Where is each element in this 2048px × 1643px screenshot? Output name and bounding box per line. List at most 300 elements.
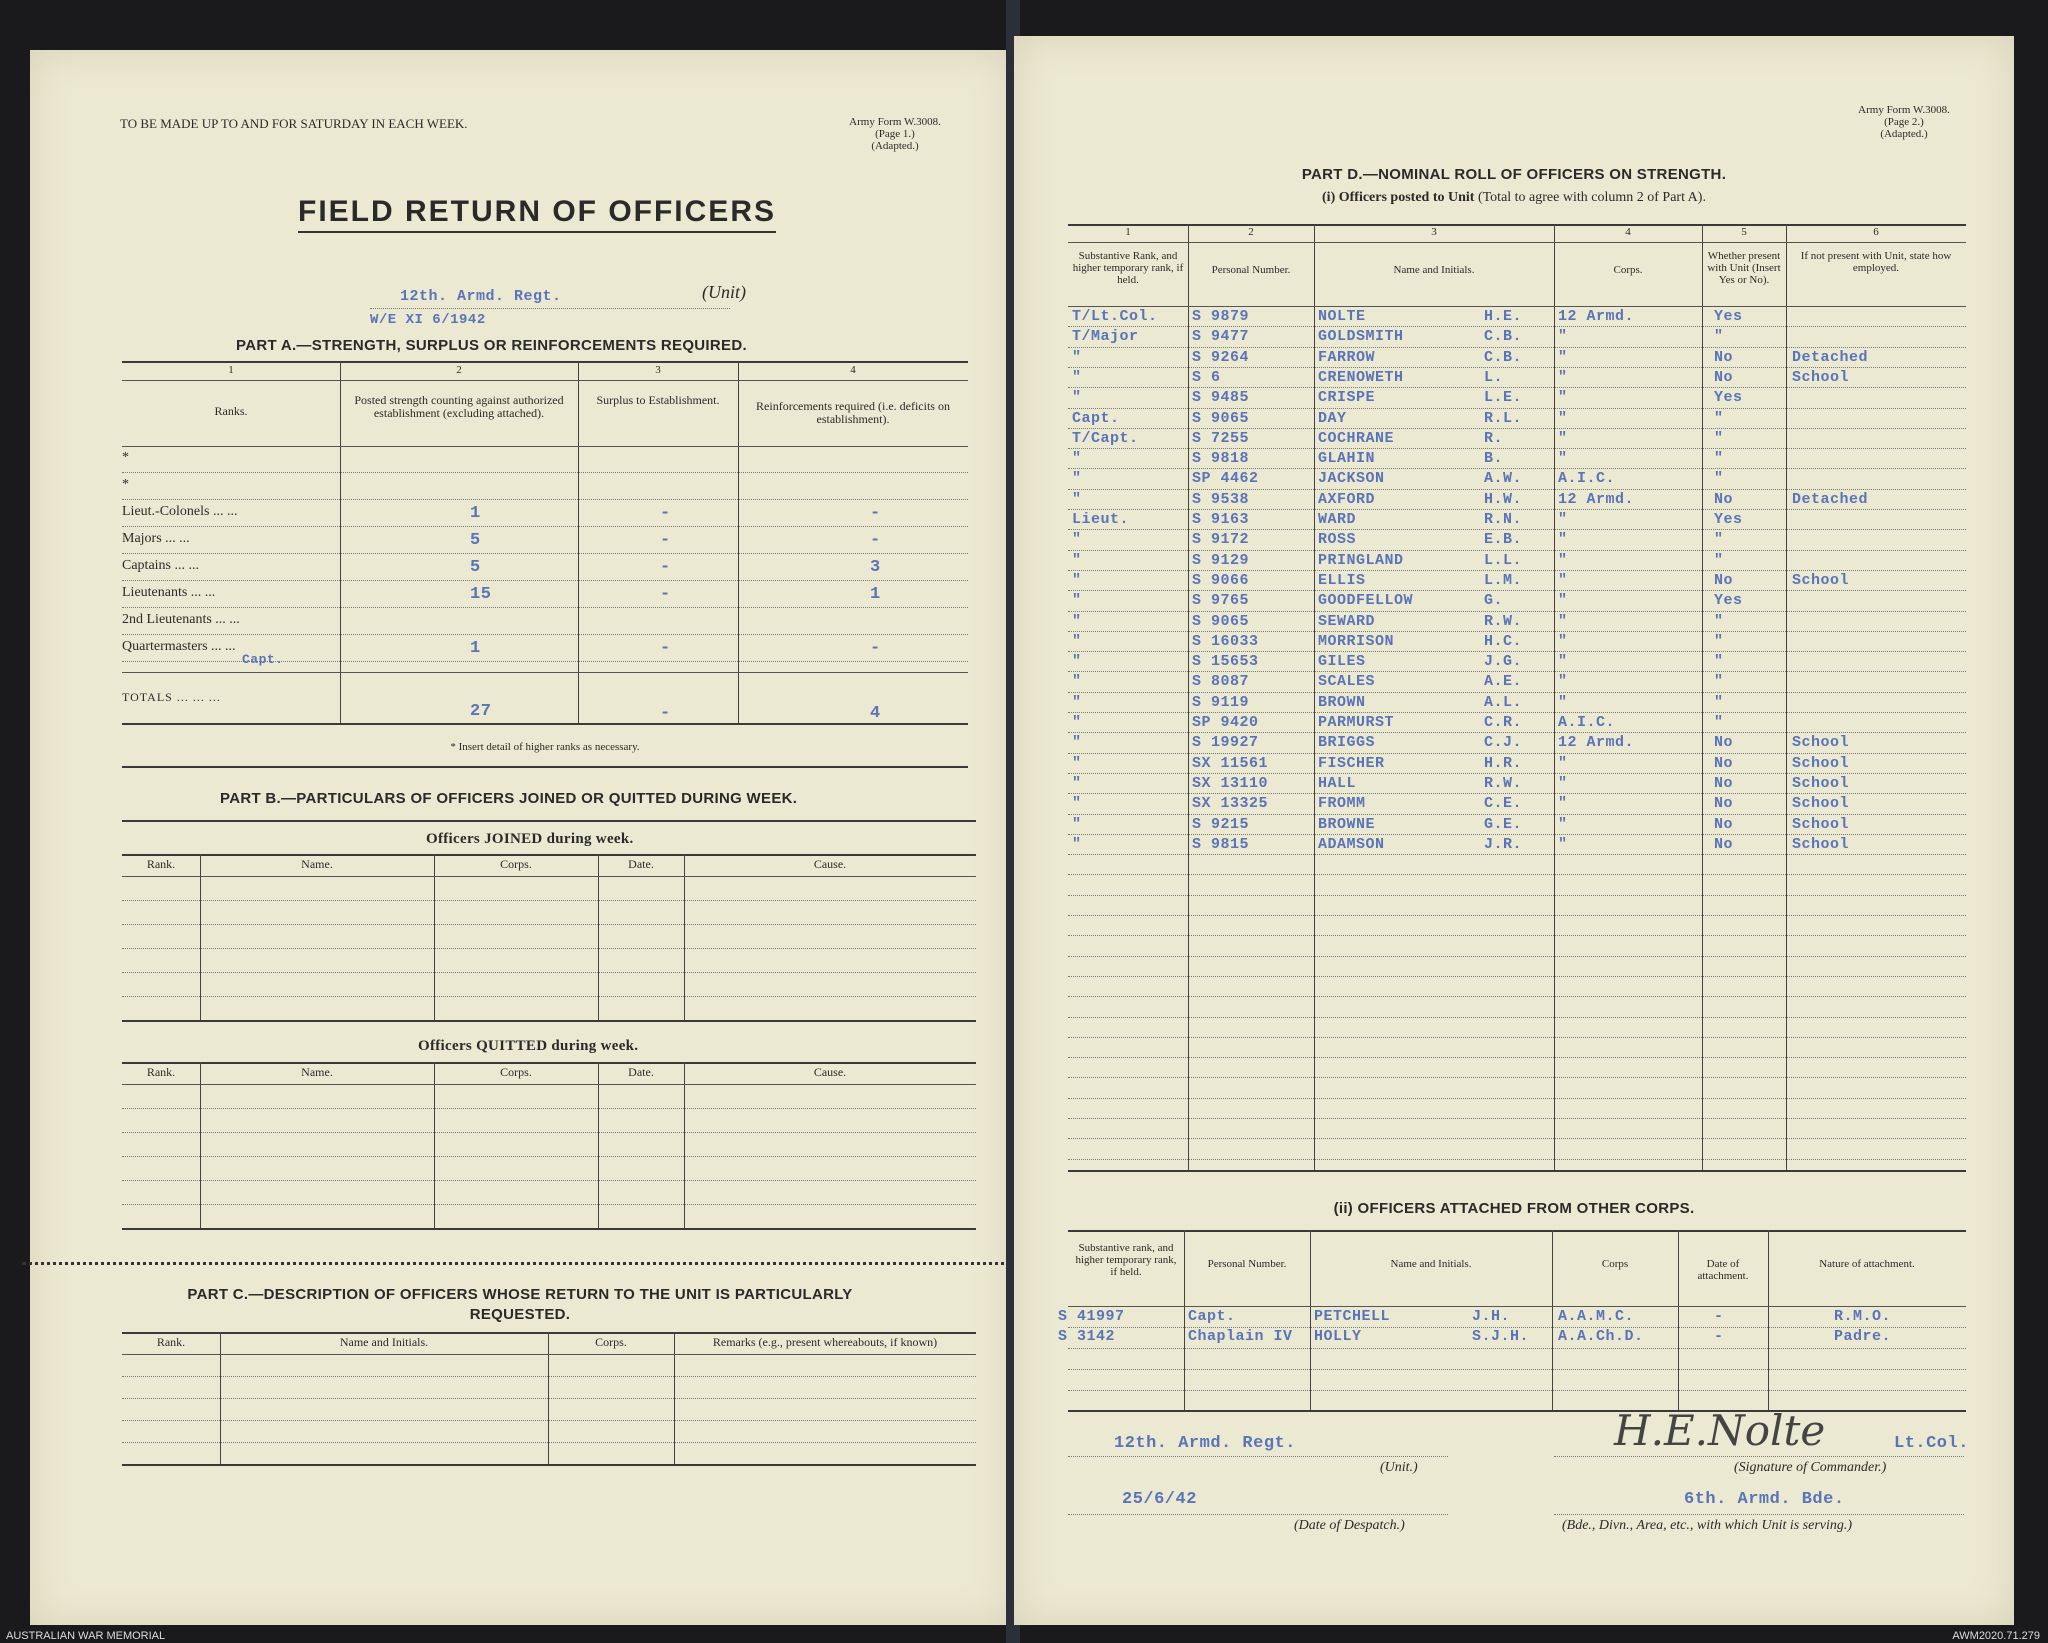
attached-nature: Padre. (1834, 1328, 1892, 1345)
attached-colhead: Corps (1601, 1258, 1629, 1270)
roll-row-rule (1068, 956, 1966, 957)
table-row-rule (122, 1398, 976, 1399)
attached-corps: A.A.M.C. (1558, 1308, 1635, 1325)
roll-rank: " (1072, 774, 1082, 792)
roll-present: No (1714, 815, 1734, 833)
partA-posted: 5 (470, 531, 481, 550)
form-id-right (1824, 104, 1984, 140)
roll-employment: School (1792, 571, 1850, 589)
totals-label: TOTALS ... ... ... (122, 690, 221, 704)
roll-present: Yes (1714, 592, 1743, 610)
table-col-head: Rank. (156, 1335, 186, 1349)
table-bottom-rule (122, 1020, 976, 1022)
roll-number: S 15653 (1192, 653, 1259, 671)
roll-initials: C.B. (1484, 348, 1523, 366)
roll-employment: Detached (1792, 348, 1869, 366)
partD-colnum: 2 (1248, 226, 1254, 238)
roll-rank: " (1072, 734, 1082, 752)
table-row-rule (122, 900, 976, 901)
roll-initials: C.J. (1484, 734, 1523, 752)
partD-colnum: 4 (1625, 226, 1631, 238)
right-page (1014, 36, 2014, 1625)
roll-name: AXFORD (1318, 490, 1376, 508)
partA-head-surplus: Surplus to Establishment. (596, 393, 720, 407)
roll-present: " (1714, 328, 1724, 346)
roll-row-rule (1068, 1098, 1966, 1099)
attached-colhead: Name and Initials. (1390, 1258, 1472, 1270)
roll-row-rule (1068, 753, 1966, 754)
unit-label: (Unit) (702, 282, 746, 302)
roll-rank: " (1072, 551, 1082, 569)
partD-title: PART D.—NOMINAL ROLL OF OFFICERS ON STRENGTH. (1301, 166, 1727, 183)
roll-number: S 9129 (1192, 551, 1250, 569)
roll-corps: " (1558, 368, 1568, 386)
partD-sub-rest: (Total to agree with column 2 of Part A). (1477, 190, 1706, 205)
attached-col-rule (1552, 1230, 1553, 1410)
roll-rank: " (1072, 714, 1082, 731)
table-head-rule (122, 1354, 976, 1355)
partD-colnum: 5 (1741, 226, 1747, 238)
roll-corps: " (1558, 673, 1568, 691)
partD-colhead: Whether present with Unit (Insert Yes or No). (1707, 250, 1781, 286)
table-row-rule (122, 1108, 976, 1109)
roll-employment: School (1792, 835, 1850, 853)
footer-right: AWM2020.71.279 (1952, 1630, 2040, 1642)
table-col-head: Cause. (813, 857, 847, 871)
roll-rank: " (1072, 470, 1082, 488)
roll-rank: Capt. (1072, 409, 1120, 427)
table-head-rule (122, 1084, 976, 1085)
roll-rank: " (1072, 389, 1082, 407)
roll-rank: " (1072, 592, 1082, 610)
partA-row-rule (122, 607, 968, 608)
roll-row-rule (1068, 489, 1966, 490)
roll-present: No (1714, 348, 1734, 366)
attached-number: S 3142 (1058, 1328, 1116, 1345)
roll-employment: School (1792, 795, 1850, 813)
roll-number: S 9215 (1192, 815, 1250, 833)
footer-left: AUSTRALIAN WAR MEMORIAL (6, 1630, 166, 1642)
roll-name: GLAHIN (1318, 450, 1376, 468)
table-row-rule (122, 1420, 976, 1421)
partA-row-rule (122, 472, 968, 473)
table-row-rule (122, 948, 976, 949)
roll-number: S 16033 (1192, 632, 1259, 650)
roll-initials: A.L. (1484, 693, 1523, 711)
roll-present: No (1714, 835, 1734, 853)
roll-corps: " (1558, 450, 1568, 468)
roll-row-rule (1068, 509, 1966, 510)
roll-row-rule (1068, 671, 1966, 672)
roll-row-rule (1068, 367, 1966, 368)
quitted-title: Officers QUITTED during week. (418, 1038, 639, 1054)
roll-name: BROWN (1318, 693, 1366, 711)
roll-name: GOODFELLOW (1318, 592, 1414, 610)
roll-present: No (1714, 734, 1734, 752)
left-page (30, 50, 1012, 1625)
partA-colnum-1: 1 (228, 364, 234, 376)
roll-rank: " (1072, 653, 1082, 671)
roll-number: S 6 (1192, 368, 1221, 386)
table-head-rule (122, 876, 976, 877)
roll-present: No (1714, 754, 1734, 772)
roll-corps: " (1558, 409, 1568, 427)
partA-row-rule (122, 499, 968, 500)
joined-title: Officers JOINED during week. (426, 831, 634, 847)
roll-rank: " (1072, 612, 1082, 630)
roll-present: No (1714, 774, 1734, 792)
partA-row-rule (122, 580, 968, 581)
roll-corps: 12 Armd. (1558, 490, 1635, 508)
roll-row-rule (1068, 915, 1966, 916)
roll-initials: C.B. (1484, 328, 1523, 346)
table-row-rule (122, 972, 976, 973)
partD-colhead: Corps. (1613, 264, 1643, 276)
roll-row-rule (1068, 793, 1966, 794)
roll-row-rule (1068, 570, 1966, 571)
roll-corps: 12 Armd. (1558, 734, 1635, 752)
partA-posted: 1 (470, 504, 481, 523)
roll-name: WARD (1318, 511, 1357, 528)
roll-row-rule (1068, 611, 1966, 612)
partA-row-rule (122, 553, 968, 554)
roll-corps: " (1558, 754, 1568, 772)
roll-row-rule (1068, 1118, 1966, 1119)
roll-name: ROSS (1318, 531, 1357, 549)
partA-reinf: 1 (870, 585, 881, 604)
roll-employment: Detached (1792, 490, 1869, 508)
partA-surplus: - (660, 504, 671, 523)
roll-number: S 9065 (1192, 612, 1250, 630)
partD-col-rule (1314, 224, 1315, 1170)
table-row-rule (122, 924, 976, 925)
roll-name: CRENOWETH (1318, 368, 1404, 386)
roll-initials: C.R. (1484, 714, 1523, 731)
unit-sub: W/E XI 6/1942 (370, 312, 486, 328)
roll-present: " (1714, 653, 1724, 671)
roll-row-rule (1068, 468, 1966, 469)
roll-initials: B. (1484, 450, 1504, 468)
partA-rank: Lieutenants ... ... (122, 585, 216, 600)
totals-posted: 27 (470, 702, 492, 721)
attached-col-rule (1310, 1230, 1311, 1410)
table-row-rule (122, 1156, 976, 1157)
partA-row-rule (122, 526, 968, 527)
table-top-rule (122, 1062, 976, 1064)
partD-colnum: 1 (1125, 226, 1131, 238)
roll-present: Yes (1714, 308, 1743, 325)
roll-initials: L. (1484, 368, 1504, 386)
table-col-head: Rank. (146, 857, 176, 871)
roll-corps: " (1558, 632, 1568, 650)
partA-posted: 1 (470, 639, 481, 658)
roll-initials: H.W. (1484, 490, 1523, 508)
table-col-head: Remarks (e.g., present whereabouts, if known) (712, 1335, 938, 1349)
partA-rank: Captains ... ... (122, 558, 199, 573)
partD-colhead: Substantive Rank, and higher temporary rank, if held. (1072, 250, 1184, 286)
roll-corps: A.I.C. (1558, 470, 1616, 488)
attached-row-rule (1068, 1369, 1966, 1370)
roll-row-rule (1068, 834, 1966, 835)
roll-number: SP 4462 (1192, 470, 1259, 488)
roll-rank: " (1072, 531, 1082, 549)
roll-row-rule (1068, 1077, 1966, 1078)
partA-row-rule (122, 634, 968, 635)
attached-colhead: Nature of attachment. (1819, 1258, 1915, 1270)
attached-date: - (1714, 1328, 1724, 1345)
roll-number: S 9119 (1192, 693, 1250, 711)
roll-initials: A.W. (1484, 470, 1523, 488)
roll-rank: " (1072, 632, 1082, 650)
partD-col-rule (1786, 224, 1787, 1170)
roll-corps: " (1558, 348, 1568, 366)
roll-corps: A.I.C. (1558, 714, 1616, 731)
roll-initials: R. (1484, 429, 1504, 447)
roll-corps: " (1558, 774, 1568, 792)
roll-name: PRINGLAND (1318, 551, 1404, 569)
table-col-head: Rank. (146, 1065, 176, 1079)
roll-name: JACKSON (1318, 470, 1385, 488)
sig-label: (Signature of Commander.) (1734, 1460, 1887, 1475)
attached-name: HOLLY (1314, 1328, 1362, 1345)
roll-row-rule (1068, 651, 1966, 652)
roll-initials: R.W. (1484, 612, 1523, 630)
table-top-rule (122, 854, 976, 856)
roll-rank: " (1072, 368, 1082, 386)
roll-present: No (1714, 795, 1734, 813)
roll-initials: G. (1484, 592, 1504, 610)
roll-row-rule (1068, 996, 1966, 997)
roll-rank: " (1072, 450, 1082, 468)
roll-present: " (1714, 470, 1724, 488)
roll-present: No (1714, 368, 1734, 386)
roll-name: BROWNE (1318, 815, 1376, 833)
partA-head-posted: Posted strength counting against authorized establishment (excluding attached). (354, 393, 564, 420)
unit-value: 12th. Armd. Regt. (400, 288, 562, 305)
roll-rank: T/Lt.Col. (1072, 308, 1158, 325)
partA-rank: * (122, 477, 129, 492)
form-page-right-label: (Page 2.) (1884, 116, 1924, 128)
bde-value: 6th. Armd. Bde. (1684, 1490, 1845, 1509)
roll-present: No (1714, 571, 1734, 589)
roll-row-rule (1068, 428, 1966, 429)
roll-number: S 8087 (1192, 673, 1250, 691)
roll-present: " (1714, 714, 1724, 731)
roll-rank: " (1072, 795, 1082, 813)
attached-nature: R.M.O. (1834, 1308, 1892, 1325)
attached-row-rule (1068, 1348, 1966, 1349)
roll-row-rule (1068, 1138, 1966, 1139)
attached-name: PETCHELL (1314, 1308, 1391, 1325)
partA-rank: Lieut.-Colonels ... ... (122, 504, 238, 519)
roll-number: S 9815 (1192, 835, 1250, 853)
roll-name: GILES (1318, 653, 1366, 671)
commander-signature: H.E.Nolte (1614, 1406, 1826, 1455)
table-top-rule (122, 1332, 976, 1334)
roll-row-rule (1068, 1159, 1966, 1160)
roll-rank: T/Capt. (1072, 429, 1139, 447)
totals-reinf: 4 (870, 704, 881, 723)
roll-name: FROMM (1318, 795, 1366, 813)
roll-number: S 9163 (1192, 511, 1250, 528)
roll-name: ELLIS (1318, 571, 1366, 589)
form-id (820, 116, 970, 152)
partA-rank: Majors ... ... (122, 531, 190, 546)
partA-footnote: * Insert detail of higher ranks as necessary. (450, 741, 640, 753)
partA-colnum-4: 4 (850, 364, 856, 376)
roll-initials: R.N. (1484, 511, 1523, 528)
table-col-head: Corps. (595, 1335, 627, 1349)
roll-corps: " (1558, 389, 1568, 407)
roll-present: " (1714, 693, 1724, 711)
roll-number: SX 13110 (1192, 774, 1269, 792)
roll-initials: E.B. (1484, 531, 1523, 549)
partA-head-ranks: Ranks. (214, 404, 248, 418)
partA-surplus: - (660, 558, 671, 577)
roll-number: S 19927 (1192, 734, 1259, 752)
roll-initials: L.E. (1484, 389, 1523, 407)
attached-rank: Capt. (1188, 1308, 1236, 1325)
partD-colnum: 3 (1431, 226, 1437, 238)
roll-present: " (1714, 531, 1724, 549)
partD-colhead: Personal Number. (1211, 264, 1291, 276)
partA-reinf: - (870, 531, 881, 550)
roll-number: S 9172 (1192, 531, 1250, 549)
roll-number: S 9065 (1192, 409, 1250, 427)
roll-number: S 9477 (1192, 328, 1250, 346)
partA-head-reinf: Reinforcements required (i.e. deficits on establishment). (756, 399, 950, 426)
roll-initials: R.L. (1484, 409, 1523, 427)
roll-name: MORRISON (1318, 632, 1395, 650)
roll-initials: H.E. (1484, 308, 1523, 325)
table-bottom-rule (122, 1464, 976, 1466)
roll-corps: " (1558, 653, 1568, 671)
roll-corps: " (1558, 429, 1568, 447)
table-col-head: Date. (628, 1065, 654, 1079)
roll-corps: " (1558, 531, 1568, 549)
roll-name: HALL (1318, 774, 1357, 792)
roll-name: ADAMSON (1318, 835, 1385, 853)
roll-row-rule (1068, 1037, 1966, 1038)
attached-initials: J.H. (1472, 1308, 1511, 1325)
roll-initials: H.R. (1484, 754, 1523, 772)
roll-row-rule (1068, 631, 1966, 632)
roll-rank: " (1072, 815, 1082, 833)
attached-initials: S.J.H. (1472, 1328, 1530, 1345)
table-col-head: Name. (301, 1065, 333, 1079)
top-note: TO BE MADE UP TO AND FOR SATURDAY IN EACH WEEK. (120, 116, 468, 131)
roll-corps: " (1558, 511, 1568, 528)
roll-corps: " (1558, 328, 1568, 346)
roll-present: " (1714, 409, 1724, 427)
partD-subtitle (1014, 190, 2014, 206)
attached-number: S 41997 (1058, 1308, 1125, 1325)
tear-line (22, 1262, 1012, 1265)
roll-number: S 9066 (1192, 571, 1250, 589)
roll-number: S 9538 (1192, 490, 1250, 508)
roll-corps: " (1558, 592, 1568, 610)
table-row-rule (122, 1376, 976, 1377)
roll-rank: " (1072, 673, 1082, 691)
partD-col-rule (1702, 224, 1703, 1170)
form-page-label: (Page 1.) (875, 128, 915, 140)
attached-colhead: Date of attachment. (1697, 1258, 1749, 1282)
table-row-rule (122, 1204, 976, 1205)
roll-present: " (1714, 429, 1724, 447)
roll-present: " (1714, 612, 1724, 630)
table-col-head: Corps. (500, 857, 532, 871)
roll-row-rule (1068, 874, 1966, 875)
roll-rank: T/Major (1072, 328, 1139, 346)
partD-col-rule (1188, 224, 1189, 1170)
roll-row-rule (1068, 976, 1966, 977)
roll-initials: J.G. (1484, 653, 1523, 671)
partA-colnum-2: 2 (456, 364, 462, 376)
roll-row-rule (1068, 590, 1966, 591)
roll-present: " (1714, 551, 1724, 569)
attached-colhead: Personal Number. (1207, 1258, 1287, 1270)
partA-posted: 5 (470, 558, 481, 577)
roll-row-rule (1068, 732, 1966, 733)
page-title: FIELD RETURN OF OFFICERS (298, 195, 776, 233)
roll-row-rule (1068, 387, 1966, 388)
table-col-head: Cause. (813, 1065, 847, 1079)
partD-sub-bold: (i) Officers posted to Unit (1322, 190, 1475, 205)
roll-name: PARMURST (1318, 714, 1395, 731)
roll-row-rule (1068, 448, 1966, 449)
partA-title: PART A.—STRENGTH, SURPLUS OR REINFORCEMENTS REQUIRED. (236, 337, 747, 354)
attached-row-rule (1068, 1327, 1966, 1328)
attached-col-rule (1768, 1230, 1769, 1410)
roll-present: " (1714, 450, 1724, 468)
roll-present: " (1714, 673, 1724, 691)
roll-name: COCHRANE (1318, 429, 1395, 447)
roll-corps: " (1558, 571, 1568, 589)
roll-number: SX 13325 (1192, 795, 1269, 813)
roll-row-rule (1068, 854, 1966, 855)
roll-row-rule (1068, 773, 1966, 774)
partA-rank: 2nd Lieutenants ... ... (122, 612, 240, 627)
partB-title: PART B.—PARTICULARS OF OFFICERS JOINED OR QUITTED DURING WEEK. (220, 790, 798, 807)
partD-colnum: 6 (1873, 226, 1879, 238)
partD-col-rule (1554, 224, 1555, 1170)
form-adapted-label: (Adapted.) (871, 140, 919, 152)
roll-initials: A.E. (1484, 673, 1523, 691)
roll-number: SX 11561 (1192, 754, 1269, 772)
partA-reinf: - (870, 504, 881, 523)
roll-rank: " (1072, 571, 1082, 589)
partA-posted: 15 (470, 585, 492, 604)
partA-surplus: - (660, 639, 671, 658)
partC-title: PART C.—DESCRIPTION OF OFFICERS WHOSE RETURN TO THE UNIT IS PARTICULARLY REQUESTED. (187, 1286, 853, 1323)
roll-initials: G.E. (1484, 815, 1523, 833)
attached-row-rule (1068, 1390, 1966, 1391)
partA-colnum-3: 3 (655, 364, 661, 376)
date-value: 25/6/42 (1122, 1490, 1197, 1509)
attached-colhead: Substantive rank, and higher temporary rank, if held. (1075, 1242, 1177, 1278)
table-col-head: Name and Initials. (339, 1335, 429, 1349)
roll-number: S 7255 (1192, 429, 1250, 447)
roll-number: S 9485 (1192, 389, 1250, 407)
roll-row-rule (1068, 347, 1966, 348)
roll-corps: " (1558, 693, 1568, 711)
roll-row-rule (1068, 895, 1966, 896)
roll-initials: L.M. (1484, 571, 1523, 589)
roll-rank: " (1072, 348, 1082, 366)
table-row-rule (122, 996, 976, 997)
roll-name: BRIGGS (1318, 734, 1376, 752)
table-row-rule (122, 1180, 976, 1181)
